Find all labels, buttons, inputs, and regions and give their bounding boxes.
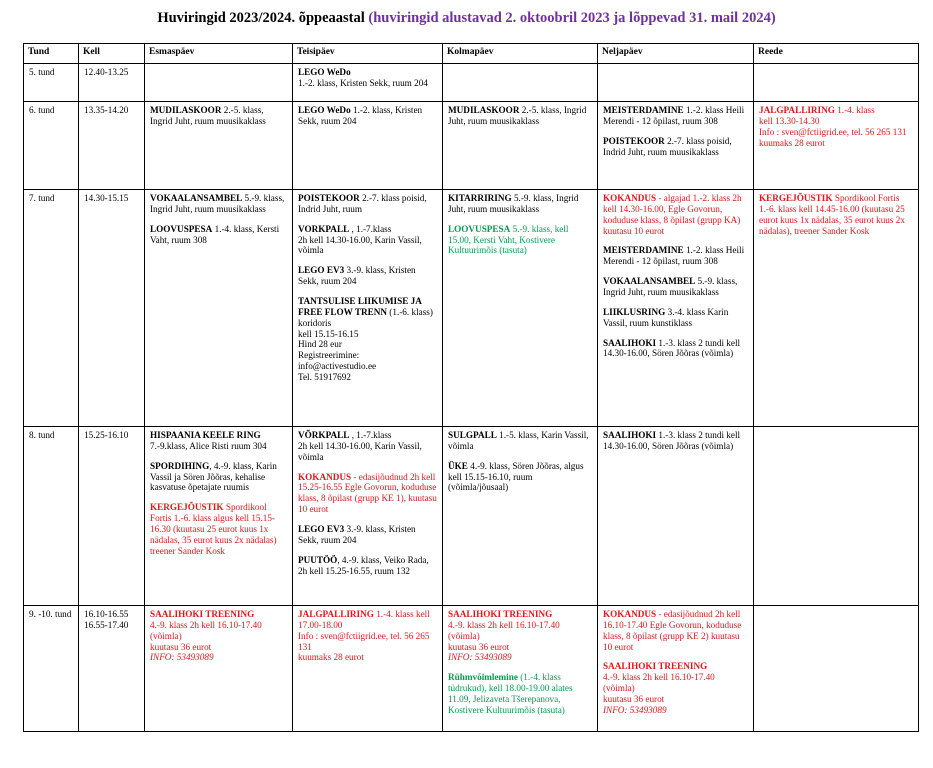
activity-block [298,105,437,127]
activity-title: KOKANDUS [603,609,657,619]
day-cell [443,64,598,102]
activity-line: 2h kell 14.30-16.00, Karin Vassil, võimla [298,234,422,256]
tund-cell: 6. tund [24,102,79,190]
day-cell [754,190,919,427]
activity-info: INFO: 53493089 [448,652,512,663]
activity-details: 3.-9. klass, Kristen Sekk, ruum 204 [298,524,416,545]
tund-cell: 7. tund [24,190,79,427]
day-cell [598,102,754,190]
activity-details: 5.-9. klass, Ingrid Juht, ruum muusikaklass [448,193,579,214]
day-cell [598,606,754,732]
activity-title: KERGEJÕUSTIK [759,193,833,203]
activity-details: 3.-4. klass Karin Vassil, ruum kunstiklass [603,306,729,328]
kell-cell [79,606,145,732]
activity-block [603,430,748,452]
activity-title: MEISTERDAMINE [603,105,684,115]
title-subtitle: (huviringid alustavad 2. oktoobril 2023 ja lõppevad 31. mail 2024) [368,10,776,26]
activity-details: 1.-2. klass Heili Merendi - 12 õpilast, ruum 308 [603,105,745,126]
activity-info: INFO: 53493089 [150,652,214,663]
activity-block [448,430,592,452]
activity-details: 1.-4. klass, Kersti Vaht, ruum 308 [150,223,280,245]
activity-title: SAALIHOKI TREENING [150,609,255,619]
activity-block [448,461,592,494]
activity-block [603,307,748,329]
activity-block [298,265,437,287]
kell-cell [79,427,145,606]
activity-line: Registreerimine: [298,350,360,361]
activity-block [298,193,437,215]
activity-title: VORKPALL [298,223,350,234]
activity-details: Spordikool Fortis 1.-6. klass algus kell 15.15-16.30 (kuutasu 25 eurot kuus 1x nädalas, 35 eurot kuus 2x nädalas) treener Sander Kosk [150,502,277,556]
activity-title: POISTEKOOR [298,193,360,203]
activity-title: LEGO WeDo [298,67,351,77]
activity-line: Tel. 51917692 [298,372,351,383]
activity-block [150,224,287,246]
activity-block [759,193,913,236]
activity-title: LOOVUSPESA [448,223,511,234]
activity-title: KOKANDUS [603,193,657,203]
activity-block [603,245,748,267]
activity-block [150,193,287,215]
schedule-row [24,427,919,606]
activity-title: LOOVUSPESA [150,223,213,234]
activity-block [150,609,287,663]
kell-cell [79,190,145,427]
day-cell [293,606,443,732]
day-cell [443,427,598,606]
activity-title: KERGEJÕUSTIK [150,502,224,513]
activity-details: , 1.-7.klass [349,430,392,440]
day-cell [443,102,598,190]
kell-time: 13.35-14.20 [84,105,129,115]
activity-details: 1.-4. klass [834,105,875,115]
activity-title: ÜKE [448,460,468,471]
day-cell [598,64,754,102]
activity-block [603,136,748,158]
header-neljapaev: Neljapäev [598,44,754,64]
activity-details: 2.-7. klass poisid, Indrid Juht, ruum muusikaklass [603,135,732,157]
activity-details: 2.-5. klass, Ingrid Juht, ruum muusikaklass [448,105,587,126]
activity-title: SAALIHOKI TREENING [603,661,708,672]
activity-title: VOKAALANSAMBEL [603,276,696,287]
activity-title: Rühmvõimlemine [448,672,518,683]
activity-title: KOKANDUS [298,471,352,482]
tund-cell: 9. -10. tund [24,606,79,732]
activity-title: LIIKLUSRING [603,306,666,317]
day-cell [754,427,919,606]
activity-title: MEISTERDAMINE [603,245,684,256]
activity-title: JALGPALLIRING [298,609,374,619]
header-kell: Kell [79,44,145,64]
activity-line: kuumaks 28 eurot [298,652,364,663]
activity-block [448,672,592,715]
activity-line: 4.-9. klass 2h kell 16.10-17.40 (võimla) [150,619,262,641]
activity-block [448,105,592,127]
day-cell [293,102,443,190]
title-main: Huviringid 2023/2024. õppeaastal [157,10,369,26]
schedule-row [24,102,919,190]
activity-details: 1.-5. klass, Karin Vassil, võimla [448,430,589,451]
day-cell [293,64,443,102]
day-cell [145,102,293,190]
activity-title: POISTEKOOR [603,135,665,146]
activity-details: , 4.-9. klass, Veiko Rada, 2h kell 15.25-16.55, ruum 132 [298,554,429,576]
activity-block [448,193,592,215]
day-cell [598,427,754,606]
activity-block [448,224,592,257]
activity-title: LEGO EV3 [298,265,345,276]
activity-title: SPORDIHING [150,460,210,471]
day-cell [145,427,293,606]
activity-title: JALGPALLIRING [759,105,835,115]
activity-title: PUUTÖÖ [298,554,338,565]
activity-title: HISPAANIA KEELE RING [150,430,261,440]
activity-title: SAALIHOKI [603,430,657,440]
activity-title: MUDILASKOOR [150,105,222,115]
activity-title: VOKAALANSAMBEL [150,193,243,203]
activity-block [150,430,287,452]
day-cell [754,606,919,732]
header-teisipaev: Teisipäev [293,44,443,64]
activity-details: Spordikool Fortis 1.-6. klass kell 14.45-16.00 (kuutasu 25 eurot kuus 1x nädalas, 35 eurot kuus 2x nädalas), treener Sander Kosk [759,193,905,236]
activity-details: 1.-3. klass 2 tundi kell 14.30-16.00, Sören Jõõras (võimla) [603,430,741,451]
header-tund: Tund [24,44,79,64]
activity-title: LEGO WeDo [298,105,351,115]
header-esmaspaev: Esmaspäev [145,44,293,64]
activity-block [298,524,437,546]
activity-block [298,555,437,577]
kell-time: 12.40-13.25 [84,67,129,77]
activity-line: Info : sven@fctiigrid.ee, tel. 56 265 131 [298,630,430,652]
header-row [24,44,919,64]
activity-block [150,105,287,127]
activity-block [150,502,287,556]
day-cell [293,427,443,606]
schedule-row [24,64,919,102]
kell-cell [79,102,145,190]
kell-time: 16.55-17.40 [84,619,129,630]
activity-details: , 4.-9. klass, Karin Vassil ja Sören Jõõras, kehalise kasvatuse õpetajate ruumis [150,460,277,493]
activity-details: 5.-9. klass, Ingrid Juht, ruum muusikaklass [150,193,285,214]
activity-block [298,472,437,515]
activity-line: kell 15.15-16.15 [298,328,359,339]
activity-block [150,461,287,494]
activity-line: Hind 28 eur [298,339,342,350]
schedule-row [24,606,919,732]
activity-title: KITARRIRING [448,193,512,203]
activity-block [298,296,437,383]
page-title [0,10,933,27]
activity-title: LEGO EV3 [298,524,345,535]
activity-block [603,661,748,715]
activity-block [603,193,748,236]
activity-title: SAALIHOKI TREENING [448,609,553,619]
activity-block [603,609,748,652]
activity-details: 1.-4. klass kell 17.00-18.00 [298,609,430,630]
activity-details: 3.-9. klass, Kristen Sekk, ruum 204 [298,265,416,287]
activity-line: Info : sven@fctiigrid.ee, tel. 56 265 131 [759,126,907,137]
activity-block [298,609,437,663]
day-cell [293,190,443,427]
activity-title: MUDILASKOOR [448,105,520,115]
day-cell [145,64,293,102]
schedule-row [24,190,919,427]
activity-info: INFO: 53493089 [603,704,667,715]
activity-block [603,338,748,360]
activity-block [298,224,437,257]
activity-line: 4.-9. klass 2h kell 16.10-17.40 (võimla) [448,619,560,641]
activity-line: 2h kell 14.30-16.00, Karin Vassil, võimla [298,440,422,462]
activity-line: 7.-9.klass, Alice Risti ruum 304 [150,440,267,451]
activity-block [298,67,437,89]
activity-block [603,276,748,298]
schedule-table [23,43,919,732]
activity-block [759,105,913,148]
activity-title: TANTSULISE LIIKUMISE JA FREE FLOW TRENN [298,296,422,317]
activity-block [298,430,437,463]
activity-details: - edasijõudnud 2h kell 15.25-16.55 Egle Govorun, koduduse klass, 8 õpilast (grupp KE 1), kuutasu 10 eurot [298,471,437,515]
activity-line: kuumaks 28 eurot [759,137,825,148]
activity-details: (1.-6. klass) koridoris [298,306,433,328]
activity-details: 5.-9. klass, Ingrid Juht, ruum muusikaklass [603,276,738,298]
day-cell [443,606,598,732]
activity-details: 1.-2. klass, Kristen Sekk, ruum 204 [298,105,423,126]
header-kolmapaev: Kolmapäev [443,44,598,64]
activity-line: kuutasu 36 eurot [603,694,665,705]
day-cell [145,190,293,427]
activity-title: SULGPALL [448,430,497,440]
activity-line: info@activestudio.ee [298,361,377,372]
tund-cell: 8. tund [24,427,79,606]
activity-line: kuutasu 36 eurot [150,641,212,652]
day-cell [754,64,919,102]
activity-details: 1.-3. klass 2 tundi kell 14.30-16.00, Sören Jõõras (võimla) [603,337,741,359]
activity-details: 5.-9. klass, kell 15.00, Kersti Vaht, Kostivere Kultuurimõis (tasuta) [448,223,569,256]
activity-details: - edasijõudnud 2h kell 16.10-17.40 Egle Govorun, koduduse klass, 8 õpilast (grupp KE 2) kuutasu 10 eurot [603,609,742,652]
activity-block [603,105,748,127]
tund-cell: 5. tund [24,64,79,102]
activity-details: 4.-9. klass, Sören Jõõras, algus kell 15.15-16.10, ruum (võimla/jõusaal) [448,460,584,493]
activity-title: VÕRKPALL [298,430,350,440]
activity-block [448,609,592,663]
activity-details: (1.-4. klass tüdrukud), kell 18.00-19.00 alates 11.09, Jelizaveta Tšerepanova, Kostivere Kultuurimõis (tasuta) [448,672,573,715]
activity-line: kuutasu 36 eurot [448,641,510,652]
schedule-body [24,64,919,732]
header-reede: Reede [754,44,919,64]
activity-line: 4.-9. klass 2h kell 16.10-17.40 (võimla) [603,672,715,694]
activity-line: 1.-2. klass, Kristen Sekk, ruum 204 [298,77,428,88]
activity-details: - algajad 1.-2. klass 2h kell 14.30-16.00, Egle Govorun, koduduse klass, 8 õpilast (grupp KA) kuutasu 10 eurot [603,193,742,236]
day-cell [754,102,919,190]
day-cell [145,606,293,732]
activity-details: 2.-5. klass, Ingrid Juht, ruum muusikaklass [150,105,266,126]
activity-details: 2.-7. klass poisid, Indrid Juht, ruum [298,193,427,214]
activity-line: kell 13.30-14.30 [759,115,820,126]
kell-time: 16.10-16.55 [84,609,129,619]
kell-time: 14.30-15.15 [84,193,129,203]
kell-time: 15.25-16.10 [84,430,129,440]
activity-title: SAALIHOKI [603,337,657,348]
activity-details: 1.-2. klass Heili Merendi - 12 õpilast, ruum 308 [603,245,745,267]
day-cell [598,190,754,427]
kell-cell [79,64,145,102]
activity-details: , 1.-7.klass [349,223,392,234]
day-cell [443,190,598,427]
